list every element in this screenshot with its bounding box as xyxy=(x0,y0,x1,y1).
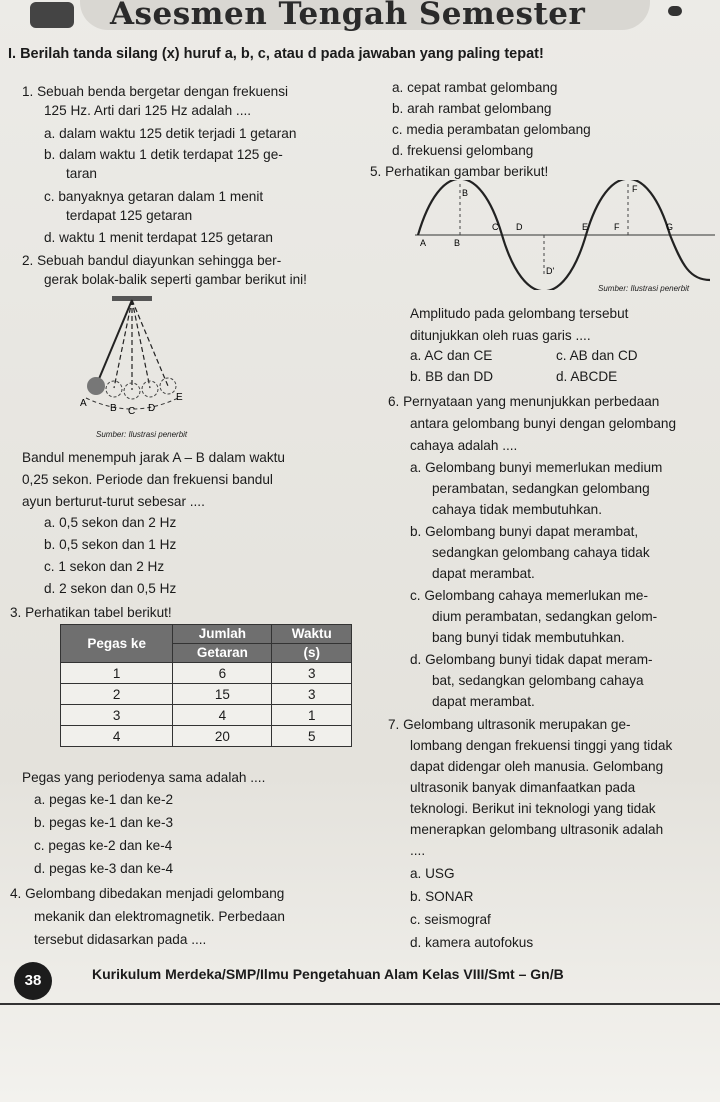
q5-option-a[interactable]: a. AC dan CE xyxy=(410,348,493,363)
wave-figure xyxy=(410,180,720,290)
q6-option-c[interactable]: c. Gelombang cahaya memerlukan me- xyxy=(410,588,648,603)
q2-option-a[interactable]: a. 0,5 sekon dan 2 Hz xyxy=(44,515,177,530)
q1-stem-2: 125 Hz. Arti dari 125 Hz adalah .... xyxy=(44,103,252,118)
q3-option-c[interactable]: c. pegas ke-2 dan ke-4 xyxy=(34,838,173,853)
table-cell: 3 xyxy=(61,705,173,726)
table-row xyxy=(61,663,352,684)
q6-stem-2: antara gelombang bunyi dengan gelombang xyxy=(410,416,677,431)
q7-stem-4: ultrasonik banyak dimanfaatkan pada xyxy=(410,780,636,795)
q1-stem-1: 1. Sebuah benda bergetar dengan frekuensi xyxy=(22,84,289,99)
q4-stem-1: 4. Gelombang dibedakan menjadi gelombang xyxy=(10,886,285,901)
q6-option-b[interactable]: b. Gelombang bunyi dapat merambat, xyxy=(410,524,639,539)
q4-option-d[interactable]: d. frekuensi gelombang xyxy=(392,143,534,158)
q4-stem-3: tersebut didasarkan pada .... xyxy=(34,932,207,947)
table-cell: 6 xyxy=(173,663,272,684)
q5-option-b[interactable]: b. BB dan DD xyxy=(410,369,494,384)
table-cell: 2 xyxy=(61,684,173,705)
col-header-pegas: Pegas ke xyxy=(61,625,173,663)
wave-label-f: F xyxy=(614,222,620,232)
q4-stem-2: mekanik dan elektromagnetik. Perbedaan xyxy=(34,909,285,924)
q7-stem-1: 7. Gelombang ultrasonik merupakan ge- xyxy=(388,717,631,732)
q3-option-b[interactable]: b. pegas ke-1 dan ke-3 xyxy=(34,815,174,830)
q5-option-d[interactable]: d. ABCDE xyxy=(556,369,618,384)
col-header-unit: (s) xyxy=(272,644,352,663)
q6-option-c-cont-1: dium perambatan, sedangkan gelom- xyxy=(432,609,658,624)
pendulum-label-a: A xyxy=(80,398,87,409)
q4-option-c[interactable]: c. media perambatan gelombang xyxy=(392,122,591,137)
q6-option-d-cont-1: bat, sedangkan gelombang cahaya xyxy=(432,673,644,688)
q1-option-c-cont: terdapat 125 getaran xyxy=(66,208,193,223)
pendulum-label-b: B xyxy=(110,403,117,414)
q6-option-d-cont-2: dapat merambat. xyxy=(432,694,535,709)
q7-stem-7: .... xyxy=(410,843,426,858)
q7-stem-3: dapat didengar oleh manusia. Gelombang xyxy=(410,759,664,774)
col-header-getaran: Getaran xyxy=(173,644,272,663)
footer-text: Kurikulum Merdeka/SMP/Ilmu Pengetahuan Alam Kelas VIII/Smt – Gn/B xyxy=(92,966,564,982)
q3-question: Pegas yang periodenya sama adalah .... xyxy=(22,770,266,785)
table-row xyxy=(61,684,352,705)
table-cell: 5 xyxy=(272,726,352,747)
q1-option-a[interactable]: a. dalam waktu 125 detik terjadi 1 getaran xyxy=(44,126,297,141)
q7-stem-2: lombang dengan frekuensi tinggi yang tidak xyxy=(410,738,673,753)
table-row xyxy=(61,726,352,747)
q6-option-a-cont-1: perambatan, sedangkan gelombang xyxy=(432,481,650,496)
q2-body-2: 0,25 sekon. Periode dan frekuensi bandul xyxy=(22,472,273,487)
section-instruction: I. Berilah tanda silang (x) huruf a, b, c, atau d pada jawaban yang paling tepat! xyxy=(8,46,544,62)
table-cell: 3 xyxy=(272,684,352,705)
q1-option-b-cont: taran xyxy=(66,166,97,181)
pendulum-label-e: E xyxy=(176,392,183,403)
q2-body-1: Bandul menempuh jarak A – B dalam waktu xyxy=(22,450,285,465)
pendulum-figure xyxy=(66,294,206,434)
q1-option-d[interactable]: d. waktu 1 menit terdapat 125 getaran xyxy=(44,230,273,245)
q2-option-d[interactable]: d. 2 sekon dan 0,5 Hz xyxy=(44,581,177,596)
wave-label-d-prime: D' xyxy=(546,266,555,276)
wave-label-e: E xyxy=(582,222,589,232)
wave-label-d: D xyxy=(516,222,523,232)
q5-figure-source: Sumber: Ilustrasi penerbit xyxy=(598,284,690,293)
table-cell: 1 xyxy=(272,705,352,726)
q6-stem-1: 6. Pernyataan yang menunjukkan perbedaan xyxy=(388,394,660,409)
page-title: Asesmen Tengah Semester xyxy=(110,0,586,32)
wave-label-f-top: F xyxy=(632,184,638,194)
q6-option-b-cont-1: sedangkan gelombang cahaya tidak xyxy=(432,545,650,560)
q7-option-b[interactable]: b. SONAR xyxy=(410,889,474,904)
col-header-jumlah: Jumlah xyxy=(173,625,272,644)
springs-table xyxy=(60,624,352,747)
wave-label-c: C xyxy=(492,222,499,232)
q2-option-b[interactable]: b. 0,5 sekon dan 1 Hz xyxy=(44,537,177,552)
pendulum-label-d: D xyxy=(148,403,156,414)
page-number: 38 xyxy=(14,962,52,1000)
pendulum-label-c: C xyxy=(128,406,136,417)
q6-option-a[interactable]: a. Gelombang bunyi memerlukan medium xyxy=(410,460,663,475)
wave-label-b: B xyxy=(454,238,461,248)
q2-stem-1: 2. Sebuah bandul diayunkan sehingga ber- xyxy=(22,253,282,268)
q3-stem: 3. Perhatikan tabel berikut! xyxy=(10,605,172,620)
q6-option-b-cont-2: dapat merambat. xyxy=(432,566,535,581)
col-header-waktu: Waktu xyxy=(272,625,352,644)
table-cell: 3 xyxy=(272,663,352,684)
q6-option-d[interactable]: d. Gelombang bunyi tidak dapat meram- xyxy=(410,652,653,667)
book-icon xyxy=(30,2,74,28)
q4-option-a[interactable]: a. cepat rambat gelombang xyxy=(392,80,558,95)
q5-body-1: Amplitudo pada gelombang tersebut xyxy=(410,306,629,321)
q6-stem-3: cahaya adalah .... xyxy=(410,438,518,453)
q2-body-3: ayun berturut-turut sebesar .... xyxy=(22,494,205,509)
q4-option-b[interactable]: b. arah rambat gelombang xyxy=(392,101,552,116)
q2-option-c[interactable]: c. 1 sekon dan 2 Hz xyxy=(44,559,165,574)
q1-option-b[interactable]: b. dalam waktu 1 detik terdapat 125 ge- xyxy=(44,147,283,162)
q5-body-2: ditunjukkan oleh ruas garis .... xyxy=(410,328,591,343)
q7-stem-6: menerapkan gelombang ultrasonik adalah xyxy=(410,822,664,837)
q3-option-d[interactable]: d. pegas ke-3 dan ke-4 xyxy=(34,861,174,876)
table-cell: 4 xyxy=(173,705,272,726)
wave-label-b-top: B xyxy=(462,188,469,198)
q2-stem-2: gerak bolak-balik seperti gambar berikut ini! xyxy=(44,272,307,287)
q7-option-c[interactable]: c. seismograf xyxy=(410,912,491,927)
q7-option-a[interactable]: a. USG xyxy=(410,866,455,881)
q7-option-d[interactable]: d. kamera autofokus xyxy=(410,935,534,950)
footer-divider xyxy=(0,1003,720,1005)
wave-label-g: G xyxy=(666,222,674,232)
table-cell: 15 xyxy=(173,684,272,705)
table-cell: 4 xyxy=(61,726,173,747)
header xyxy=(0,0,720,36)
q5-option-c[interactable]: c. AB dan CD xyxy=(556,348,638,363)
table-cell: 20 xyxy=(173,726,272,747)
q6-option-c-cont-2: bang bunyi tidak membutuhkan. xyxy=(432,630,625,645)
q6-option-a-cont-2: cahaya tidak membutuhkan. xyxy=(432,502,603,517)
q2-figure-source: Sumber: Ilustrasi penerbit xyxy=(96,430,188,439)
q1-option-c[interactable]: c. banyaknya getaran dalam 1 menit xyxy=(44,189,264,204)
table-cell: 1 xyxy=(61,663,173,684)
q3-option-a[interactable]: a. pegas ke-1 dan ke-2 xyxy=(34,792,174,807)
table-row xyxy=(61,705,352,726)
q7-stem-5: teknologi. Berikut ini teknologi yang tidak xyxy=(410,801,656,816)
pencil-icon xyxy=(668,6,682,16)
wave-label-a: A xyxy=(420,238,427,248)
q5-stem: 5. Perhatikan gambar berikut! xyxy=(370,164,549,179)
